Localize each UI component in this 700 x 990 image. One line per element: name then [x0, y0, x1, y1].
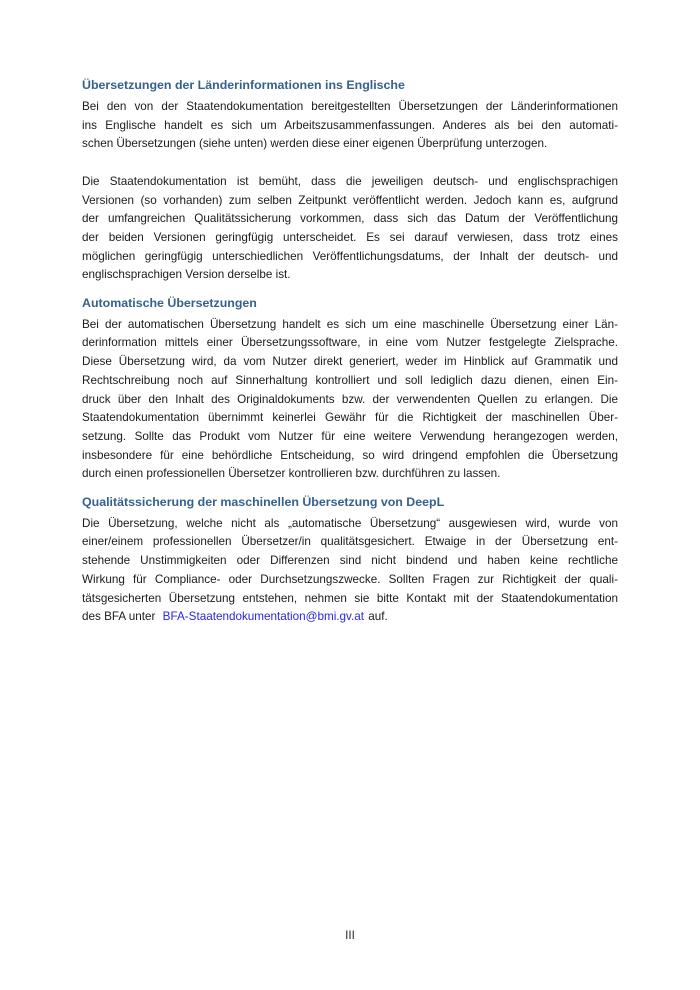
text-line: Rechtschreibung noch auf Sinnerhaltung kontrolliert und soll lediglich dazu dienen, einen Ein- — [82, 373, 618, 387]
paragraph — [82, 173, 618, 285]
text-line: Die Übersetzung, welche nicht als „automatische Übersetzung“ ausgewiesen wird, wurde von — [82, 516, 618, 530]
text-line: schen Übersetzungen (siehe unten) werden diese einer eigenen Überprüfung unterzogen. — [82, 137, 548, 151]
text-line: insbesondere für eine behördliche Entscheidung, so wird dringend empfohlen die Übersetzung — [82, 448, 618, 462]
text-line: Bei der automatischen Übersetzung handelt es sich um eine maschinelle Übersetzung einer Län- — [82, 317, 618, 331]
section-heading: Qualitätssicherung der maschinellen Übersetzung von DeepL — [82, 494, 445, 509]
text-line: durch einen professionellen Übersetzer kontrollieren bzw. durchführen zu lassen. — [82, 467, 501, 481]
text-line: der beiden Versionen geringfügig unterscheidet. Es sei darauf verwiesen, dass trotz eines — [82, 230, 618, 244]
section-heading: Übersetzungen der Länderinformationen ins Englische — [82, 78, 405, 92]
link-suffix-text: auf. — [368, 610, 388, 624]
text-line: Die Staatendokumentation ist bemüht, dass die jeweiligen deutsch- und englischsprachigen — [82, 174, 618, 188]
text-line: der umfangreichen Qualitätssicherung vorkommen, dass sich das Datum der Veröffentlichung — [82, 212, 618, 226]
text-line — [82, 608, 618, 627]
text-line: Wirkung für Compliance- oder Durchsetzungszwecke. Sollten Fragen zur Richtigkeit der quali- — [82, 572, 618, 586]
text-line: einer/einem professionellen Übersetzer/in qualitätsgesichert. Etwaige in der Übersetzung ent- — [82, 535, 618, 549]
text-line: Diese Übersetzung wird, da vom Nutzer direkt generiert, weder im Hinblick auf Grammatik und — [82, 355, 618, 369]
section — [82, 76, 618, 285]
text-line: englischsprachigen Version derselbe ist. — [82, 268, 291, 282]
section — [82, 294, 618, 484]
text-line: derinformation mittels einer Übersetzungssoftware, in eine vom Nutzer festgelegte Zielsprache. — [82, 336, 618, 350]
section — [82, 493, 618, 627]
page-number: III — [345, 929, 355, 942]
text-line: stehende Unstimmigkeiten oder Differenzen sind nicht bindend und haben keine rechtliche — [82, 554, 618, 568]
text-line: ins Englische handelt es sich um Arbeitszusammenfassungen. Anderes als bei den automati- — [82, 118, 618, 132]
text-line: tätsgesicherten Übersetzung entstehen, nehmen sie bitte Kontakt mit der Staatendokumentation — [82, 591, 618, 605]
text-line: druck über den Inhalt des Originaldokuments bzw. der verwendenten Quellen zu erlangen. Die — [82, 392, 618, 406]
text-line: möglichen geringfügig unterschiedlichen Veröffentlichungsdatums, der Inhalt der deutsch- und — [82, 249, 618, 263]
text-line: setzung. Sollte das Produkt vom Nutzer für eine weitere Verwendung herangezogen werden, — [82, 429, 618, 443]
text-line: Staatendokumentation übernimmt keinerlei Gewähr für die Richtigkeit der maschinellen Über- — [82, 411, 618, 425]
text-line: Versionen (so vorhanden) zum selben Zeitpunkt veröffentlicht werden. Jedoch kann es, aufgrund — [82, 193, 618, 207]
section-heading: Automatische Übersetzungen — [82, 295, 257, 310]
paragraph — [82, 98, 618, 154]
text-line: Bei den von der Staatendokumentation bereitgestellten Übersetzungen der Länderinformationen — [82, 100, 618, 113]
paragraph — [82, 515, 618, 627]
document-content — [82, 76, 618, 646]
link-prefix-text: des BFA unter — [82, 610, 156, 624]
email-link[interactable]: BFA-Staatendokumentation@bmi.gv.at — [162, 610, 365, 624]
paragraph — [82, 316, 618, 484]
